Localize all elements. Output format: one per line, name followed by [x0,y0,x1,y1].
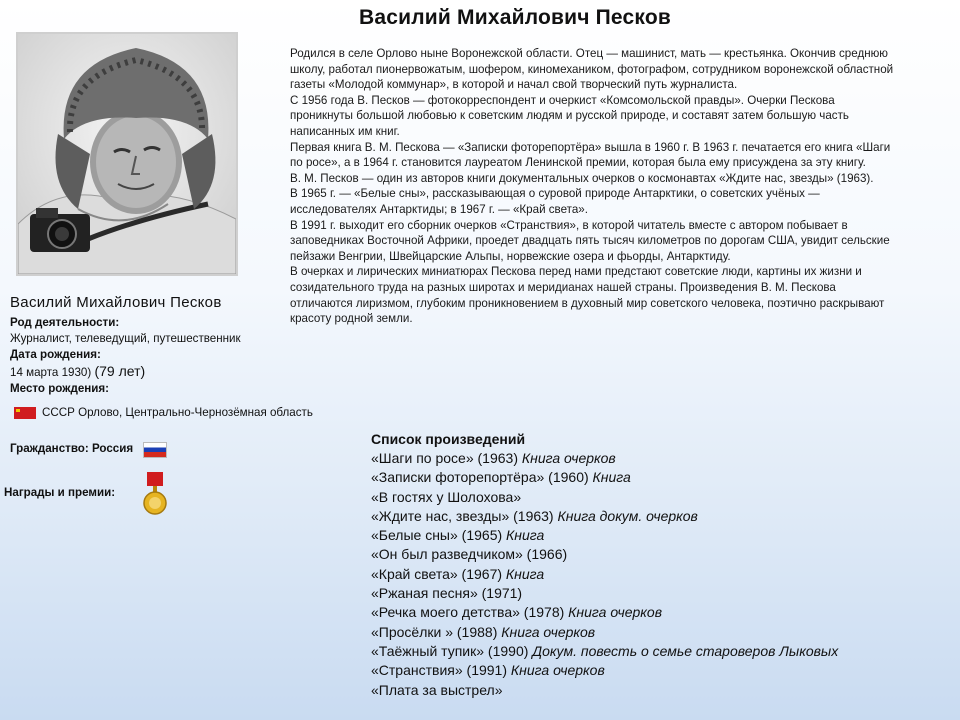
list-item [371,449,951,468]
list-item [371,603,951,622]
list-item [371,468,951,487]
birth-place-value: СССР Орлово, Центрально-Чернозёмная область [42,406,313,419]
work-title: «Ржаная песня» (1971) [371,585,523,602]
work-note: Докум. повесть о семье староверов Лыковых [532,642,839,659]
work-note: Книга [592,469,631,486]
bio-paragraph: В очерках и лирических миниатюрах Пескова перед нами предстают советские люди, картины их жизни и созидательного труда на разных широтах и меридианах нашей страны. Произведения В. М. Пескова отличаются лиризмом, глубоким проникновением в духовный мир советского человека, поэтично раскрывают красоту родной земли. [290,265,885,326]
bio-paragraph: В 1991 г. выходит его сборник очерков «Странствия», в которой читатель вместе с автором побывает в заповедниках Восточной Африки, проедет двадцать пять тысяч километров по дорогам США, увидит сельские пейзажи Венгрии, Швейцарские Альпы, норвежские озера и фьорды, Антарктиду. [290,218,890,263]
citizenship-row [10,438,167,458]
medal-icon [142,472,168,516]
work-title: «Белые сны» (1965) [371,527,503,544]
work-note: Книга очерков [510,662,605,679]
work-title: «Плата за выстрел» [371,681,503,698]
list-item [371,681,951,700]
biography [290,46,900,327]
work-title: «Таёжный тупик» (1990) [371,642,529,659]
work-note: Книга очерков [568,604,663,621]
work-title: «Край света» (1967) [371,565,503,582]
work-title: «Странствия» (1991) [371,662,508,679]
list-item [371,565,951,584]
work-title: «Ждите нас, звезды» (1963) [371,507,554,524]
list-item [371,623,951,642]
work-title: «Шаги по росе» (1963) [371,450,518,466]
works-heading: Список произведений [371,431,526,447]
bio-paragraph: Родился в селе Орлово ныне Воронежской области. Отец — машинист, мать — крестьянка. Окончив среднюю школу, работал пионервожатым, шофером, киномехаником, фотографом, сотрудником воронежской областной газеты «Молодой коммунар», в которой и начал свой творческий путь журналиста. [290,47,894,92]
bio-paragraph: Первая книга В. М. Пескова — «Записки фоторепортёра» вышла в 1960 г. В 1963 г. печатается его книга «Шаги по росе», а в 1964 г. становится лауреатом Ленинской премии, которая была ему присуждена за эту книгу. [290,140,891,170]
occupation-label: Род деятельности: [10,316,120,329]
bio-paragraph: В 1965 г. — «Белые сны», рассказывающая о суровой природе Антарктики, о советских учёных — исследователях Антарктиды; в 1967 г. — «Край света». [290,187,820,216]
work-title: «Он был разведчиком» (1966) [371,546,568,563]
list-item [371,488,951,507]
list-item [371,526,951,545]
work-note: Книга докум. очерков [557,507,698,524]
occupation-value: Журналист, телеведущий, путешественник [10,332,241,345]
list-item [371,584,951,603]
work-title: «Речка моего детства» (1978) [371,604,565,621]
birth-date-value: 14 марта 1930) [10,366,92,379]
birth-date-row [10,363,290,381]
list-item [371,642,951,661]
work-note: Книга [505,565,545,582]
list-item [371,507,951,526]
ussr-flag-icon [14,407,36,419]
works-list [371,430,951,700]
page-title: Василий Михайлович Песков [359,6,671,29]
work-note: Книга [506,527,545,544]
work-note: Книга очерков [521,450,616,466]
work-title: «Записки фоторепортёра» (1960) [371,469,589,486]
portrait-photo [16,32,238,276]
bio-paragraph: С 1956 года В. Песков — фотокорреспондент и очеркист «Комсомольской правды». Очерки Пескова проникнуты большой любовью к советским людям и русской природе, и составят затем большую часть написанных им книг. [290,93,849,138]
portrait-image [18,34,236,274]
work-title: «В гостях у Шолохова» [371,488,522,505]
person-name: Василий Михайлович Песков [10,294,222,311]
bio-paragraph: В. М. Песков — один из авторов книги документальных очерков о космонавтах «Ждите нас, звезды» (1963). [290,171,874,185]
info-card [10,294,290,397]
list-item [371,545,951,564]
age-value: (79 лет) [94,363,146,379]
birth-place-row [14,406,313,419]
birth-date-label: Дата рождения: [10,348,101,361]
work-note: Книга очерков [501,623,596,640]
list-item [371,661,951,680]
work-title: «Просёлки » (1988) [371,623,498,640]
russia-flag-icon [143,442,167,458]
awards-label: Награды и премии: [4,486,116,499]
citizenship-value: Гражданство: Россия [10,441,134,455]
birth-place-label: Место рождения: [10,382,110,395]
